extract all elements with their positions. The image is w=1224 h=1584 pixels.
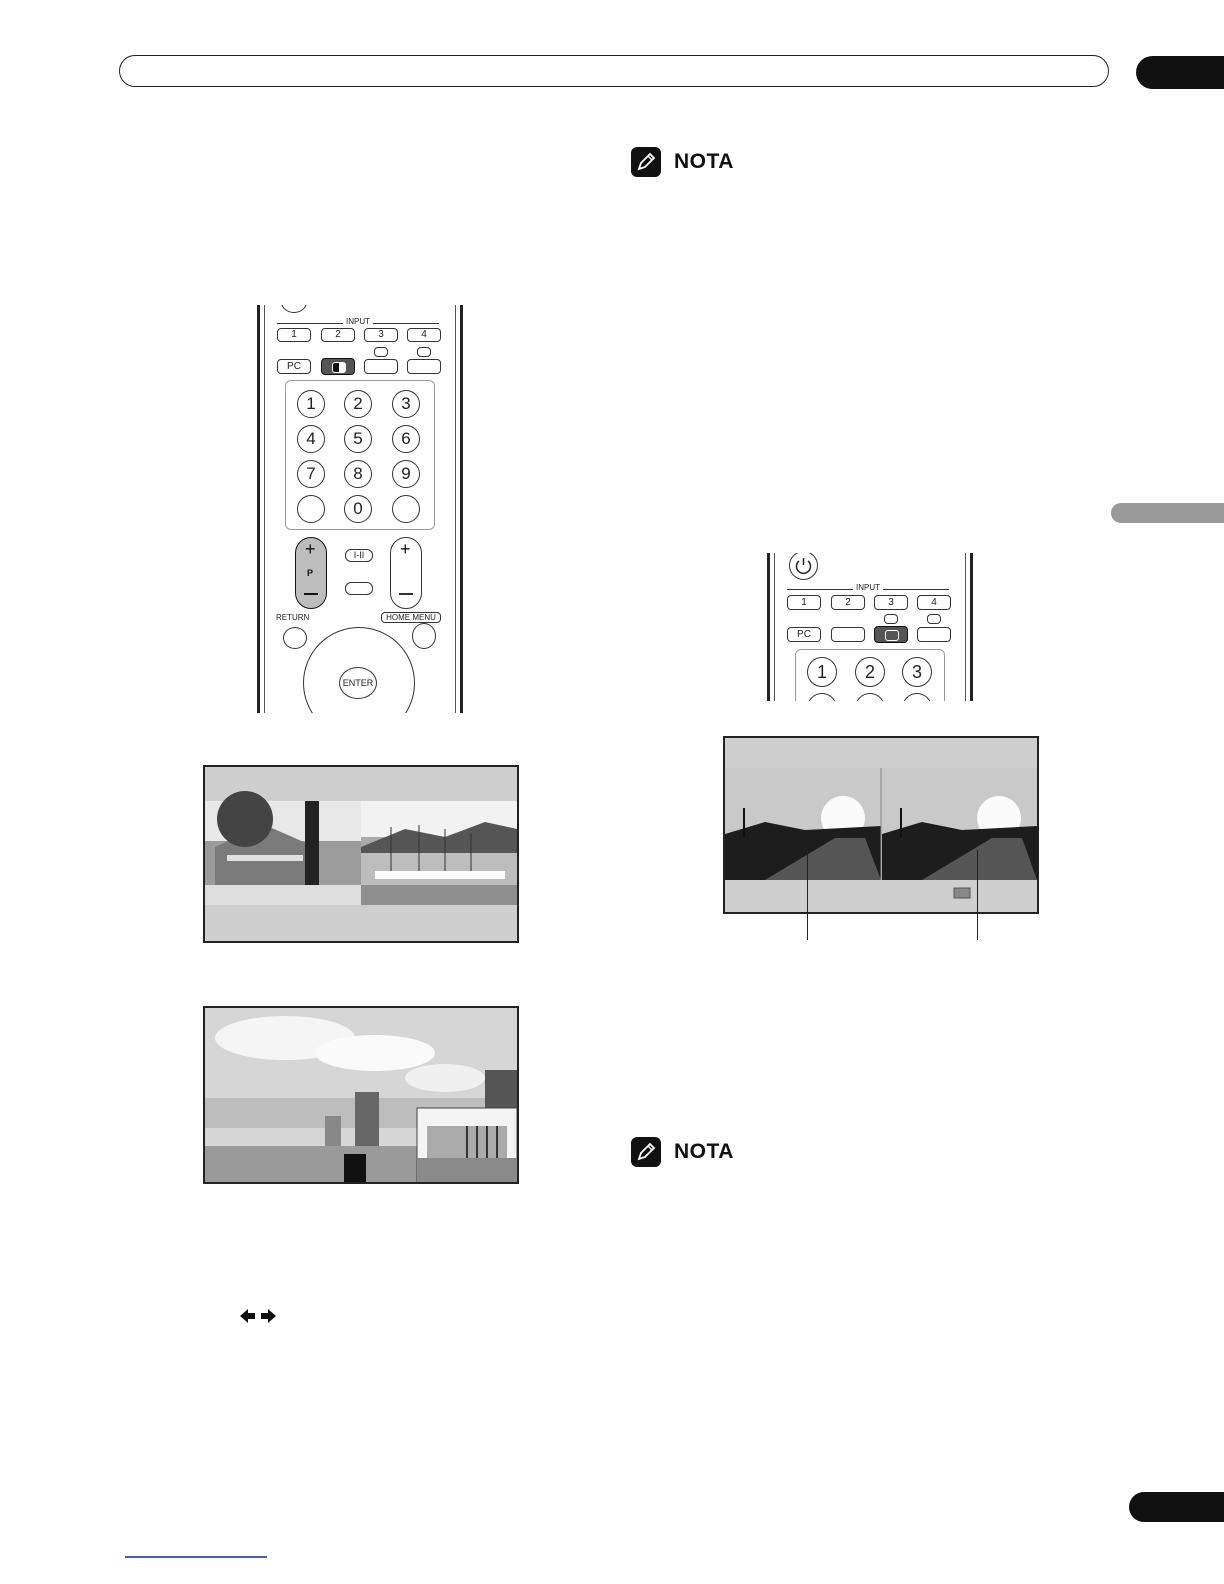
- picture-in-picture-illustration: [203, 1006, 519, 1184]
- input-2-button[interactable]: 2: [321, 328, 355, 342]
- nota-heading: NOTA: [674, 1140, 734, 1163]
- picture-swap-button[interactable]: [917, 627, 951, 642]
- picture-swap-button[interactable]: [407, 359, 441, 374]
- section-side-tab: [1111, 503, 1224, 523]
- blank-button[interactable]: [392, 495, 420, 523]
- callout-line-right: [977, 850, 978, 940]
- dual-screen-illustration: [723, 736, 1039, 914]
- number-9-button[interactable]: 9: [392, 460, 420, 488]
- swap-icon: [927, 614, 941, 624]
- number-0-button[interactable]: 0: [344, 495, 372, 523]
- split-screen-button[interactable]: [321, 358, 355, 375]
- number-1-button[interactable]: 1: [807, 657, 837, 687]
- pencil-icon: [631, 1137, 661, 1167]
- pencil-icon: [631, 147, 661, 177]
- return-label: RETURN: [276, 613, 310, 622]
- channel-return-button[interactable]: [297, 495, 325, 523]
- remote-control-illustration: [765, 553, 975, 701]
- pc-button[interactable]: PC: [787, 627, 821, 642]
- input-label: INPUT: [343, 317, 373, 326]
- program-up-down-button[interactable]: + P: [295, 537, 327, 609]
- input-4-button[interactable]: 4: [407, 328, 441, 342]
- return-button[interactable]: [283, 627, 307, 649]
- number-3-button[interactable]: 3: [902, 657, 932, 687]
- number-8-button[interactable]: 8: [344, 460, 372, 488]
- footer-link-line: [125, 1556, 267, 1558]
- number-1-button[interactable]: 1: [297, 390, 325, 418]
- picture-in-picture-button[interactable]: [874, 626, 908, 643]
- input-1-button[interactable]: 1: [787, 595, 821, 610]
- callout-line-left: [807, 850, 808, 940]
- freeze-icon: [374, 347, 388, 357]
- number-7-button[interactable]: 7: [297, 460, 325, 488]
- home-menu-label: HOME MENU: [381, 612, 441, 623]
- input-1-button[interactable]: 1: [277, 328, 311, 342]
- program-label: P: [307, 568, 314, 578]
- picture-in-picture-button[interactable]: [364, 359, 398, 374]
- page-number-tab: [1129, 1492, 1224, 1522]
- freeze-icon: [884, 614, 898, 624]
- number-4-button[interactable]: 4: [297, 425, 325, 453]
- number-2-button[interactable]: 2: [855, 657, 885, 687]
- audio-language-button[interactable]: I-II: [345, 549, 373, 562]
- header-bar: [119, 55, 1109, 87]
- arrow-right-icon: [261, 1309, 276, 1323]
- enter-button[interactable]: ENTER: [339, 667, 377, 699]
- arrow-left-icon: [240, 1309, 255, 1323]
- pc-button[interactable]: PC: [277, 359, 311, 374]
- number-3-button[interactable]: 3: [392, 390, 420, 418]
- number-6-button[interactable]: 6: [392, 425, 420, 453]
- number-5-button[interactable]: 5: [344, 425, 372, 453]
- power-icon[interactable]: [789, 553, 818, 580]
- input-2-button[interactable]: 2: [831, 595, 865, 610]
- split-screen-button[interactable]: [831, 627, 865, 642]
- input-3-button[interactable]: 3: [874, 595, 908, 610]
- input-4-button[interactable]: 4: [917, 595, 951, 610]
- input-3-button[interactable]: 3: [364, 328, 398, 342]
- remote-control-illustration: [255, 305, 465, 713]
- swap-icon: [417, 347, 431, 357]
- home-menu-button[interactable]: [412, 623, 436, 649]
- number-2-button[interactable]: 2: [344, 390, 372, 418]
- chapter-tab: [1136, 56, 1224, 89]
- arrow-pair: [238, 1308, 278, 1324]
- input-label: INPUT: [853, 583, 883, 592]
- mute-button[interactable]: [345, 582, 373, 595]
- split-screen-illustration: [203, 765, 519, 943]
- nota-heading: NOTA: [674, 150, 734, 173]
- volume-button[interactable]: +: [390, 537, 422, 609]
